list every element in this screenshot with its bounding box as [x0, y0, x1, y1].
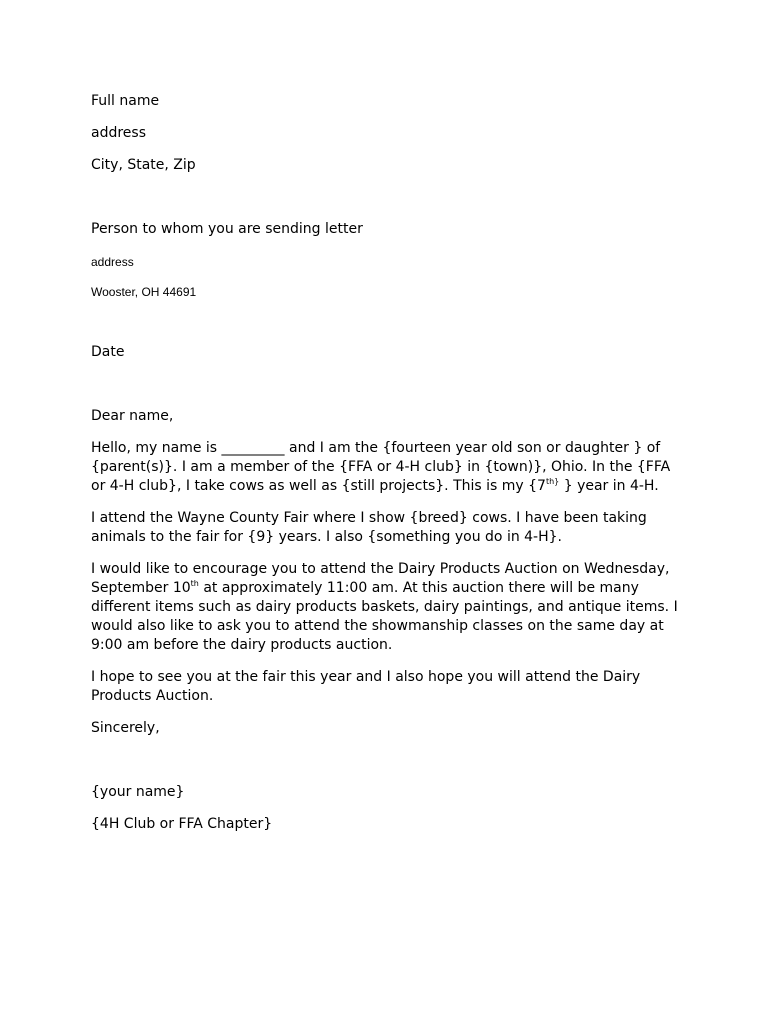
paragraph-line: 9:00 am before the dairy products auction. [91, 637, 393, 653]
paragraph-line: animals to the fair for {9} years. I also {something you do in 4-H}. [91, 529, 562, 545]
paragraph-line: I would like to encourage you to attend the Dairy Products Auction on Wednesday, [91, 561, 670, 577]
sender-full-name: Full name [91, 93, 160, 109]
recipient-name: Person to whom you are sending letter [91, 221, 363, 237]
paragraph-line: Products Auction. [91, 688, 214, 704]
paragraph-closing-remarks [91, 668, 681, 706]
paragraph-line: Hello, my name is _________ and I am the {fourteen year old son or daughter } of [91, 440, 661, 456]
paragraph-line: I attend the Wayne County Fair where I show {breed} cows. I have been taking [91, 510, 647, 526]
paragraph-line [91, 477, 681, 496]
paragraph-auction [91, 560, 681, 655]
paragraph-line: I hope to see you at the fair this year and I also hope you will attend the Dairy [91, 669, 641, 685]
text-segment: at approximately 11:00 am. At this auction there will be many [198, 580, 639, 596]
letter-body [91, 92, 681, 834]
recipient-block [91, 220, 681, 300]
signature-name: {your name} [91, 784, 185, 800]
paragraph-line [91, 579, 681, 598]
paragraph-line: different items such as dairy products baskets, dairy paintings, and antique items. I [91, 599, 678, 615]
salutation: Dear name, [91, 408, 174, 424]
recipient-city-state-zip: Wooster, OH 44691 [91, 285, 197, 299]
sender-address: address [91, 125, 147, 141]
letter-date: Date [91, 344, 125, 360]
text-segment: } year in 4-H. [559, 478, 659, 494]
paragraph-line: {parent(s)}. I am a member of the {FFA or 4-H club} in {town)}, Ohio. In the {FFA [91, 459, 671, 475]
sender-city-state-zip: City, State, Zip [91, 157, 196, 173]
text-segment: or 4-H club}, I take cows as well as {still projects}. This is my {7 [91, 478, 546, 494]
ordinal-suffix: th} [545, 477, 560, 486]
recipient-address: address [91, 255, 134, 269]
signature-organization: {4H Club or FFA Chapter} [91, 816, 273, 832]
closing: Sincerely, [91, 720, 160, 736]
ordinal-suffix: th [190, 579, 199, 588]
sender-block [91, 92, 681, 175]
paragraph-intro [91, 439, 681, 496]
paragraph-line: would also like to ask you to attend the showmanship classes on the same day at [91, 618, 664, 634]
paragraph-fair [91, 509, 681, 547]
text-segment: September 10 [91, 580, 191, 596]
